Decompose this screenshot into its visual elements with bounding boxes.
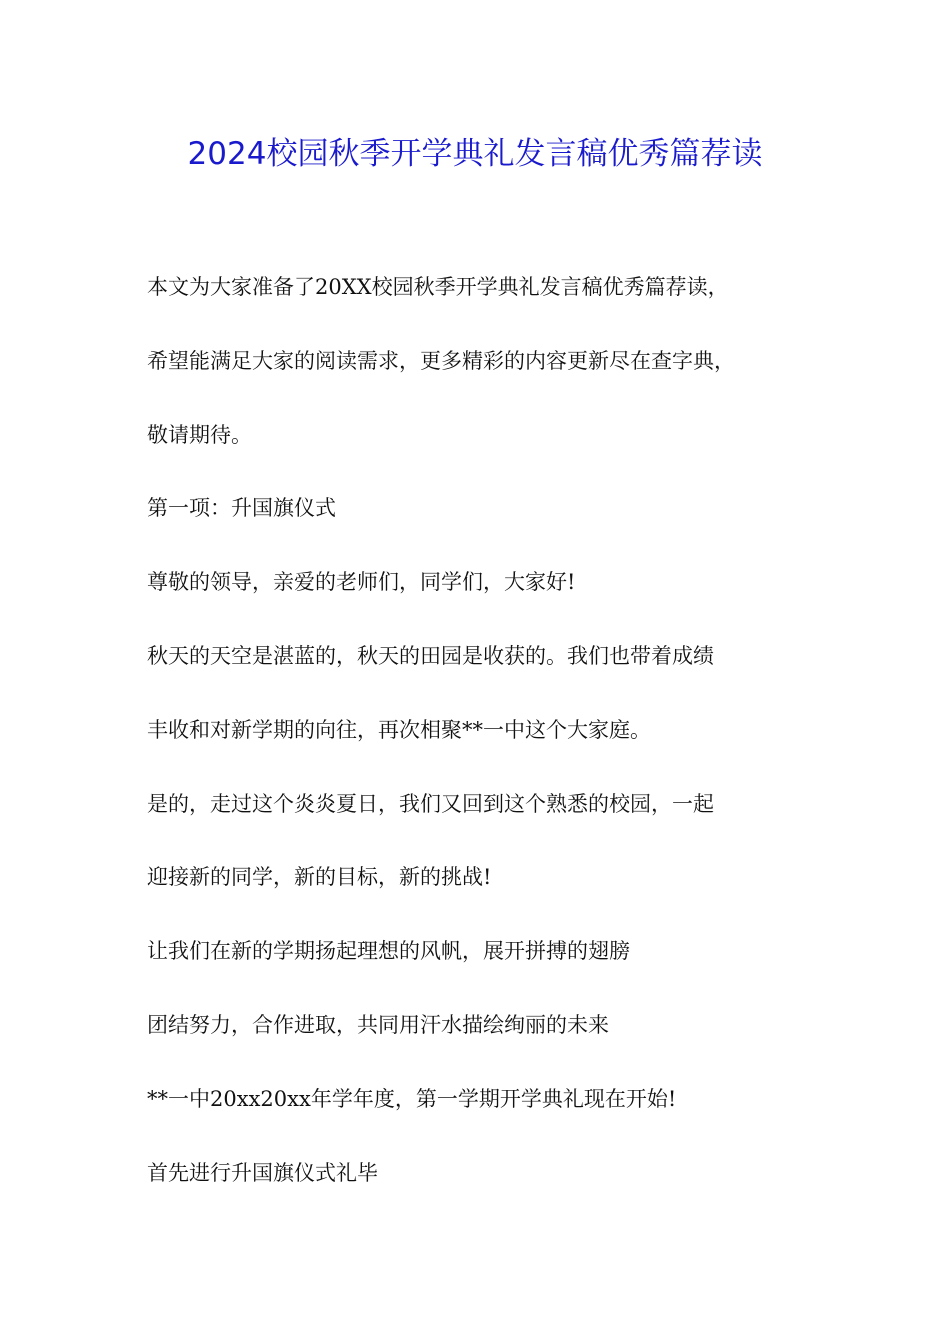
body-line: 敬请期待。 <box>147 422 252 447</box>
body-line: 让我们在新的学期扬起理想的风帆，展开拼搏的翅膀 <box>147 939 630 964</box>
body-line: 秋天的天空是湛蓝的，秋天的田园是收获的。我们也带着成绩 <box>147 643 714 668</box>
body-line: 尊敬的领导，亲爱的老师们，同学们，大家好! <box>147 570 576 595</box>
body-line: 团结努力，合作进取，共同用汗水描绘绚丽的未来 <box>147 1012 609 1037</box>
body-line: 是的，走过这个炎炎夏日，我们又回到这个熟悉的校园，一起 <box>147 791 714 816</box>
body-line: 本文为大家准备了20XX校园秋季开学典礼发言稿优秀篇荐读， <box>147 275 729 299</box>
body-line: 丰收和对新学期的向往，再次相聚**一中这个大家庭。 <box>147 717 651 742</box>
body-line: 首先进行升国旗仪式礼毕 <box>147 1160 378 1185</box>
body-line: 迎接新的同学，新的目标，新的挑战! <box>147 865 492 890</box>
body-line: 希望能满足大家的阅读需求，更多精彩的内容更新尽在查字典， <box>147 348 735 373</box>
document-title: 2024校园秋季开学典礼发言稿优秀篇荐读 <box>187 136 763 172</box>
document-body <box>147 263 847 1222</box>
body-line: **一中20xx20xx年学年度，第一学期开学典礼现在开始! <box>147 1086 677 1111</box>
body-line: 第一项：升国旗仪式 <box>147 496 336 521</box>
